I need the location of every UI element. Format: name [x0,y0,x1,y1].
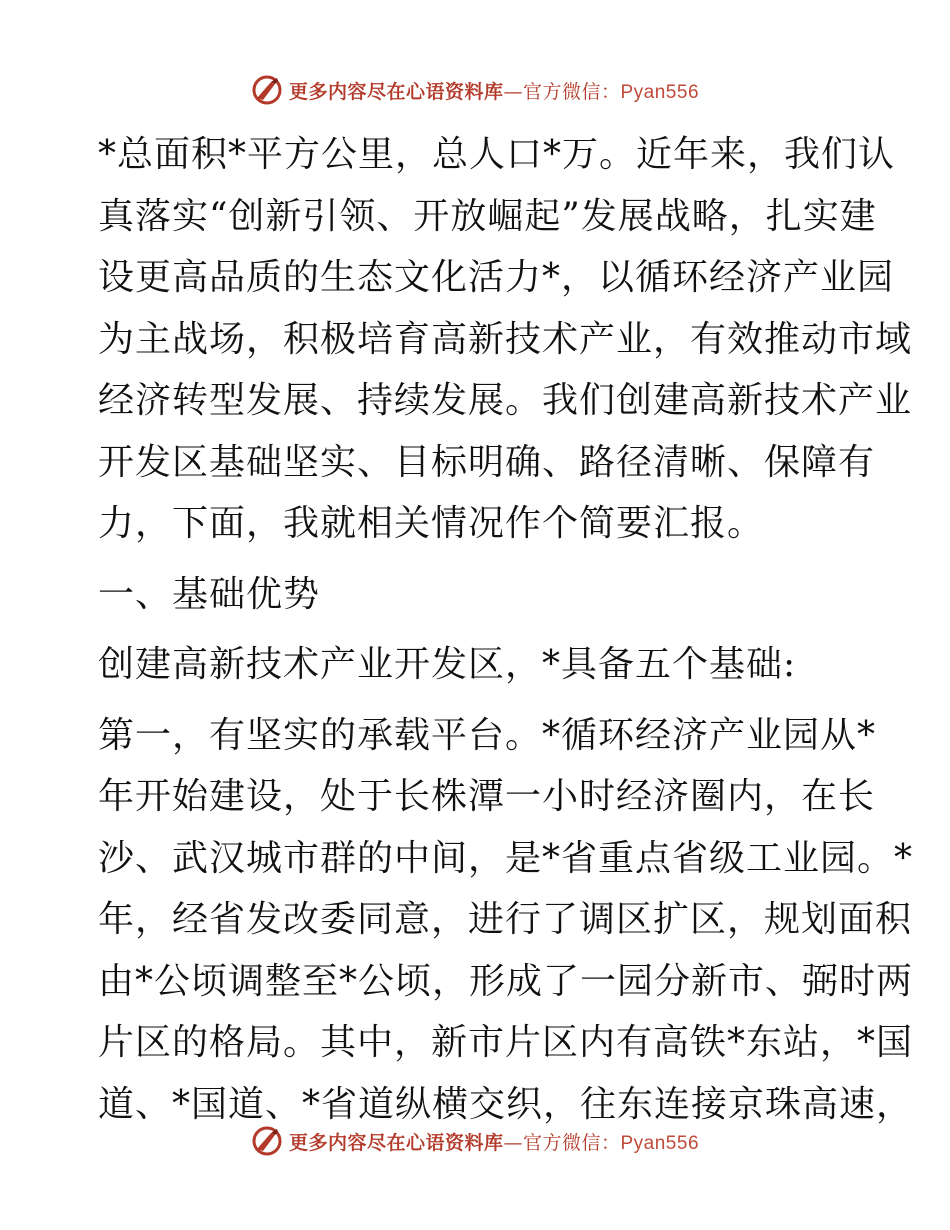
banner-wechat-id: Pyan556 [620,1132,700,1154]
banner-dash: — [503,80,523,103]
banner-wechat-id: Pyan556 [620,81,700,103]
text-line: 开发区基础坚实、目标明确、路径清晰、保障有 [98,441,876,483]
text-line: 创建高新技术产业开发区，*具备五个基础: [98,644,797,685]
library-logo-icon [251,74,283,106]
paragraph-first-basis [98,705,914,1136]
banner-text [289,1128,699,1155]
text-line: 片区的格局。其中，新市片区内有高铁*东站，*国 [98,1022,914,1063]
text-line: 年，经省发改委同意，进行了调区扩区，规划面积 [98,899,913,940]
banner-text [289,77,699,104]
text-line: *总面积*平方公里，总人口*万。近年来，我们认 [98,134,896,175]
header-banner [0,70,950,110]
text-line: 由*公顷调整至*公顷，形成了一园分新市、弼时两 [98,960,914,1002]
text-line: 一、基础优势 [98,573,321,615]
banner-site-name: 更多内容尽在心语资料库 [288,1131,504,1154]
library-logo-icon [251,1125,283,1157]
paragraph-lead [98,634,858,696]
banner-site-name: 更多内容尽在心语资料库 [288,80,504,103]
text-line: 设更高品质的生态文化活力*，以循环经济产业园 [98,257,895,298]
banner-wechat-label: 官方微信： [522,1131,621,1154]
text-line: 第一，有坚实的承载平台。*循环经济产业园从* [98,714,877,756]
text-line: 真落实“创新引领、开放崛起”发展战略，扎实建 [98,195,877,237]
text-line: 年开始建设，处于长株潭一小时经济圈内，在长 [98,776,876,817]
text-line: 力，下面，我就相关情况作个简要汇报。 [98,503,765,544]
text-line: 道、*国道、*省道纵横交织，往东连接京珠高速， [98,1083,914,1125]
banner-dash: — [503,1131,523,1154]
paragraph-intro [98,124,913,555]
text-line: 为主战场，积极培育高新技术产业，有效推动市域 [98,318,913,360]
text-line: 沙、武汉城市群的中间，是*省重点省级工业园。* [98,837,914,879]
section-heading [98,564,858,626]
text-line: 经济转型发展、持续发展。我们创建高新技术产业 [98,380,913,421]
document-body [98,124,914,1144]
footer-banner [0,1121,950,1161]
banner-wechat-label: 官方微信： [522,80,621,103]
